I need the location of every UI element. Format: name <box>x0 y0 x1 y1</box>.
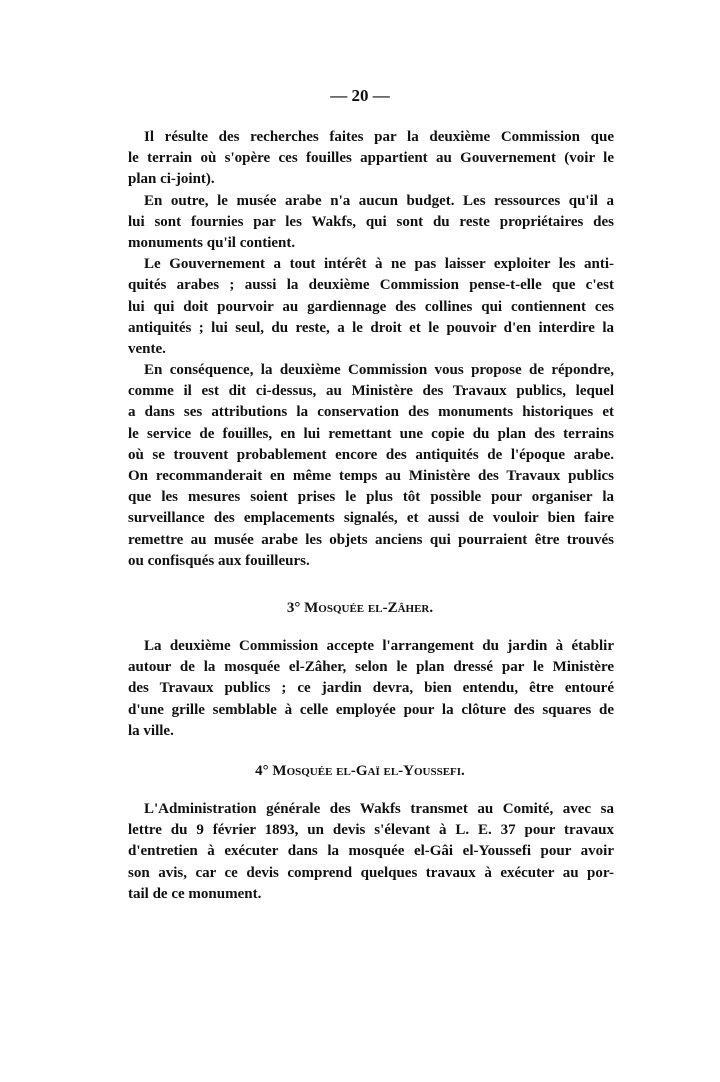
text-line: comme il est dit ci-dessus, au Ministère des Travaux publics, lequel <box>128 383 614 400</box>
text-line: vente. <box>128 340 166 357</box>
text-line: que les mesures soient prises le plus tôt possible pour organiser la <box>128 489 614 506</box>
text-line: monuments qu'il contient. <box>128 234 296 251</box>
text-line: L'Administration générale des Wakfs transmet au Comité, avec sa <box>144 801 614 817</box>
text-line: d'entretien à exécuter dans la mosquée el-Gâi el-Youssefi pour avoir <box>128 843 614 860</box>
text-line: tail de ce monument. <box>128 885 262 902</box>
text-line: quités arabes ; aussi la deuxième Commission pense-t-elle que c'est <box>128 277 614 294</box>
section-body <box>128 636 614 742</box>
section-heading: 3° Mosquée el-Zâher. <box>286 600 434 616</box>
text-line: Il résulte des recherches faites par la deuxième Commission que <box>144 129 614 145</box>
text-line: où se trouvent probablement encore des antiquités de l'époque arabe. <box>128 446 614 463</box>
text-line: Le Gouvernement a tout intérêt à ne pas laisser exploiter les anti- <box>144 256 614 273</box>
text-line: antiquités ; lui seul, du reste, a le droit et le pouvoir d'en interdire la <box>128 319 614 336</box>
text-line: La deuxième Commission accepte l'arrangement du jardin à établir <box>144 638 614 654</box>
text-line: le service de fouilles, en lui remettant une copie du plan des terrains <box>128 425 614 442</box>
text-line: remettre au musée arabe les objets anciens qui pourraient être trouvés <box>128 531 614 548</box>
paragraph <box>128 360 614 572</box>
paragraph <box>128 127 614 191</box>
paragraph <box>128 799 614 905</box>
text-line: ou confisqués aux fouilleurs. <box>128 552 310 569</box>
section-heading: 4° Mosquée el-Gaï el-Youssefi. <box>255 763 465 779</box>
paragraph <box>128 191 614 255</box>
text-line: son avis, car ce devis comprend quelques travaux à exécuter au por- <box>128 864 614 881</box>
text-line: des Travaux publics ; ce jardin devra, bien entendu, être entouré <box>128 680 614 697</box>
text-line: lettre du 9 février 1893, un devis s'élevant à L. E. 37 pour travaux <box>128 822 614 839</box>
text-line: plan ci-joint). <box>128 171 215 188</box>
text-line: En outre, le musée arabe n'a aucun budget. Les ressources qu'il a <box>144 192 614 209</box>
text-line: autour de la mosquée el-Zâher, selon le plan dressé par le Ministère <box>128 659 614 676</box>
page-number: — 20 — <box>330 86 390 105</box>
text-line: a dans ses attributions la conservation des monuments historiques et <box>128 404 614 421</box>
section-body <box>128 799 614 905</box>
text-line: En conséquence, la deuxième Commission vous propose de répondre, <box>144 362 614 379</box>
paragraph <box>128 254 614 360</box>
text-line: On recommanderait en même temps au Ministère des Travaux publics <box>128 468 614 484</box>
text-line: le terrain où s'opère ces fouilles appartient au Gouvernement (voir le <box>128 150 614 167</box>
text-line: d'une grille semblable à celle employée pour la clôture des squares de <box>128 701 614 718</box>
text-line: surveillance des emplacements signalés, et aussi de vouloir bien faire <box>128 510 614 527</box>
paragraph <box>128 636 614 742</box>
text-line: lui qui doit pourvoir au gardiennage des collines qui contiennent ces <box>128 298 614 315</box>
section-body <box>128 127 614 572</box>
text-line: la ville. <box>128 722 174 739</box>
text-line: lui sont fournies par les Wakfs, qui sont du reste propriétaires des <box>128 213 614 230</box>
